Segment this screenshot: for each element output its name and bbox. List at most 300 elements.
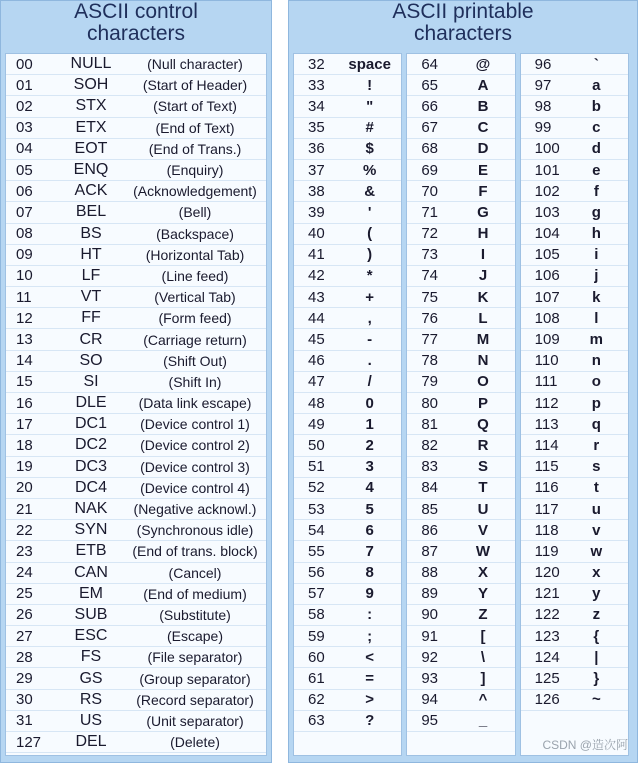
control-code: 22 <box>16 521 33 539</box>
printable-character: $ <box>365 140 374 158</box>
printable-character: _ <box>478 712 488 730</box>
printable-character: > <box>365 691 375 709</box>
printable-code: 95 <box>421 712 439 730</box>
printable-code: 81 <box>421 415 439 433</box>
printable-column <box>520 53 629 756</box>
table-row <box>6 690 266 711</box>
control-description: (Substitute) <box>159 606 231 623</box>
printable-character: L <box>478 309 488 327</box>
printable-code: 111 <box>534 373 558 391</box>
table-row <box>294 711 401 732</box>
printable-code: 36 <box>308 140 325 158</box>
table-row <box>521 647 628 668</box>
control-code: 09 <box>16 246 33 264</box>
table-row <box>521 308 628 329</box>
table-row <box>407 266 514 287</box>
table-row <box>294 605 401 626</box>
printable-code: 61 <box>308 670 325 688</box>
printable-character: B <box>477 97 489 115</box>
printable-character: Q <box>477 415 489 433</box>
printable-character: 0 <box>365 394 374 412</box>
printable-character: 7 <box>365 542 374 560</box>
printable-code: 110 <box>534 352 559 370</box>
printable-code: 119 <box>534 542 559 560</box>
control-abbreviation: HT <box>80 245 102 263</box>
printable-code: 102 <box>534 182 560 200</box>
table-row <box>6 75 266 96</box>
table-row <box>407 245 514 266</box>
table-row <box>407 584 514 605</box>
printable-code: 67 <box>421 119 439 137</box>
printable-code: 40 <box>308 225 325 243</box>
printable-code: 45 <box>308 331 325 349</box>
printable-character: ~ <box>591 691 601 709</box>
control-abbreviation: SI <box>83 372 99 390</box>
printable-code: 85 <box>421 500 439 518</box>
table-row <box>407 160 514 181</box>
control-description: (Backspace) <box>156 225 234 242</box>
table-row <box>407 118 514 139</box>
table-row <box>6 435 266 456</box>
printable-code: 83 <box>421 458 439 476</box>
control-description: (File separator) <box>147 649 243 666</box>
table-row <box>294 202 401 223</box>
control-description: (Vertical Tab) <box>154 289 236 306</box>
control-code: 28 <box>16 648 33 666</box>
control-abbreviation: ETB <box>75 542 107 560</box>
printable-character: y <box>592 585 601 603</box>
printable-code: 117 <box>534 500 559 518</box>
control-description: (Bell) <box>178 204 212 221</box>
printable-character: a <box>592 76 601 94</box>
printable-code: 63 <box>308 712 325 730</box>
control-description: (Data link escape) <box>138 395 252 412</box>
control-abbreviation: LF <box>81 266 101 284</box>
control-abbreviation: STX <box>75 97 107 115</box>
table-row <box>6 329 266 350</box>
printable-character: O <box>477 373 489 391</box>
control-code: 19 <box>16 458 33 476</box>
table-row <box>521 457 628 478</box>
table-row <box>521 54 628 75</box>
printable-character: ; <box>367 627 373 645</box>
table-row <box>294 647 401 668</box>
control-code: 07 <box>16 203 33 221</box>
printable-character: E <box>477 161 488 179</box>
printable-code: 42 <box>308 267 325 285</box>
printable-code: 121 <box>534 585 560 603</box>
printable-code: 51 <box>308 458 325 476</box>
printable-code: 34 <box>308 97 325 115</box>
printable-code: 77 <box>421 331 439 349</box>
control-description: (Group separator) <box>139 670 251 687</box>
printable-character: q <box>591 415 601 433</box>
printable-character: K <box>477 288 489 306</box>
printable-code: 53 <box>308 500 325 518</box>
table-row <box>294 287 401 308</box>
printable-code: 82 <box>421 436 439 454</box>
table-row <box>6 584 266 605</box>
table-row <box>407 181 514 202</box>
printable-character: 5 <box>365 500 374 518</box>
table-row <box>407 435 514 456</box>
table-row <box>521 435 628 456</box>
control-abbreviation: US <box>79 711 103 729</box>
printable-character: & <box>364 182 376 200</box>
table-row <box>521 563 628 584</box>
table-row <box>407 329 514 350</box>
printable-code: 113 <box>534 415 559 433</box>
table-row <box>294 457 401 478</box>
printable-character: < <box>365 648 375 666</box>
printable-code: 35 <box>308 119 325 137</box>
printable-code: 103 <box>534 203 560 221</box>
table-row <box>521 160 628 181</box>
printable-character: + <box>365 288 375 306</box>
printable-code: 114 <box>534 436 559 454</box>
control-abbreviation: BEL <box>75 203 107 221</box>
printable-character: P <box>477 394 488 412</box>
printable-characters-panel <box>288 0 638 763</box>
printable-character: N <box>477 352 489 370</box>
control-abbreviation: FF <box>81 309 101 327</box>
control-description: (End of Trans.) <box>148 140 242 157</box>
printable-character: , <box>367 309 372 327</box>
printable-code: 43 <box>308 288 325 306</box>
printable-character: S <box>477 458 488 476</box>
printable-code: 99 <box>534 119 552 137</box>
control-abbreviation: ETX <box>75 118 107 136</box>
table-row <box>521 266 628 287</box>
control-description: (Carriage return) <box>143 331 247 348</box>
printable-code: 92 <box>421 648 439 666</box>
control-abbreviation: EM <box>79 584 103 602</box>
printable-code: 57 <box>308 585 325 603</box>
table-row <box>407 308 514 329</box>
table-row <box>6 224 266 245</box>
table-row <box>294 54 401 75</box>
printable-code: 89 <box>421 585 439 603</box>
control-abbreviation: CAN <box>74 563 108 581</box>
printable-character: ? <box>365 712 375 730</box>
printable-code: 48 <box>308 394 325 412</box>
printable-code: 90 <box>421 606 439 624</box>
control-abbreviation: SYN <box>74 521 108 539</box>
printable-code: 80 <box>421 394 439 412</box>
table-row <box>521 202 628 223</box>
table-row <box>521 541 628 562</box>
table-row <box>294 435 401 456</box>
table-row <box>521 96 628 117</box>
table-row <box>521 478 628 499</box>
table-row <box>294 245 401 266</box>
printable-character: ` <box>593 55 599 73</box>
printable-character: s <box>592 458 601 476</box>
control-abbreviation: NULL <box>70 55 112 73</box>
control-abbreviation: DC1 <box>74 415 107 433</box>
control-description: (Acknowledgement) <box>133 183 257 200</box>
table-row <box>6 520 266 541</box>
control-abbreviation: VT <box>80 288 102 306</box>
table-row <box>6 181 266 202</box>
printable-code: 64 <box>421 55 439 73</box>
table-row <box>407 202 514 223</box>
control-abbreviation: DLE <box>75 394 107 412</box>
control-abbreviation: EOT <box>74 139 108 157</box>
printable-code: 98 <box>534 97 552 115</box>
table-row <box>6 96 266 117</box>
printable-character: C <box>477 119 489 137</box>
control-abbreviation: ENQ <box>73 161 109 179</box>
control-code: 127 <box>16 733 42 751</box>
table-row <box>294 372 401 393</box>
table-row <box>521 118 628 139</box>
table-row <box>6 393 266 414</box>
table-row <box>521 287 628 308</box>
printable-code: 33 <box>308 76 325 94</box>
printable-code: 126 <box>534 691 560 709</box>
printable-code: 55 <box>308 542 325 560</box>
printable-code: 123 <box>534 627 560 645</box>
control-code: 30 <box>16 691 33 709</box>
printable-character: 2 <box>365 436 374 454</box>
printable-character: c <box>592 119 601 137</box>
printable-character: = <box>365 670 375 688</box>
printable-character: V <box>477 521 488 539</box>
printable-code: 47 <box>308 373 325 391</box>
control-abbreviation: DC2 <box>74 436 107 454</box>
table-row <box>521 414 628 435</box>
control-code: 25 <box>16 585 33 603</box>
printable-character: Z <box>478 606 488 624</box>
control-characters-panel <box>0 0 272 763</box>
table-row <box>294 584 401 605</box>
table-row <box>407 711 514 732</box>
control-description: (Start of Text) <box>153 98 237 115</box>
control-characters-table <box>5 53 267 756</box>
printable-character: m <box>589 331 603 349</box>
control-abbreviation: ESC <box>74 627 108 645</box>
printable-character: @ <box>475 55 491 73</box>
printable-code: 115 <box>534 458 559 476</box>
printable-code: 108 <box>534 309 560 327</box>
table-row <box>407 520 514 541</box>
printable-code: 54 <box>308 521 325 539</box>
control-description: (Delete) <box>170 734 220 751</box>
printable-character: 6 <box>365 521 374 539</box>
printable-character: * <box>366 267 373 285</box>
printable-character: 4 <box>365 479 374 497</box>
printable-character: # <box>365 119 374 137</box>
table-row <box>521 245 628 266</box>
printable-character: 9 <box>365 585 374 603</box>
table-row <box>407 393 514 414</box>
printable-code: 37 <box>308 161 325 179</box>
table-row <box>521 626 628 647</box>
printable-character: G <box>477 203 489 221</box>
printable-code: 56 <box>308 564 325 582</box>
printable-code: 50 <box>308 436 325 454</box>
printable-character: " <box>366 97 374 115</box>
table-row <box>407 54 514 75</box>
printable-character: v <box>592 521 601 539</box>
printable-character: . <box>367 352 372 370</box>
printable-character: 1 <box>365 415 374 433</box>
table-row <box>407 690 514 711</box>
table-row <box>6 711 266 732</box>
table-row <box>407 224 514 245</box>
control-description: (Form feed) <box>158 310 232 327</box>
control-abbreviation: NAK <box>74 500 108 518</box>
control-description: (End of trans. block) <box>132 543 258 560</box>
table-row <box>6 160 266 181</box>
printable-code: 69 <box>421 161 439 179</box>
table-row <box>521 605 628 626</box>
printable-character: { <box>593 627 600 645</box>
printable-character: Y <box>477 585 488 603</box>
printable-code: 93 <box>421 670 439 688</box>
printable-character: T <box>478 479 488 497</box>
printable-code: 74 <box>421 267 439 285</box>
table-row <box>521 139 628 160</box>
control-description: (Shift Out) <box>163 352 227 369</box>
table-row <box>294 563 401 584</box>
control-code: 08 <box>16 225 33 243</box>
table-row <box>6 668 266 689</box>
table-row <box>407 75 514 96</box>
table-row <box>294 668 401 689</box>
printable-character: } <box>593 670 600 688</box>
control-code: 12 <box>16 309 33 327</box>
table-row <box>294 520 401 541</box>
control-title-line2: characters <box>86 22 186 45</box>
control-code: 24 <box>16 564 33 582</box>
control-code: 11 <box>16 288 32 306</box>
table-row <box>6 626 266 647</box>
control-abbreviation: ACK <box>74 182 108 200</box>
control-description: (Device control 2) <box>140 437 250 454</box>
control-code: 06 <box>16 182 33 200</box>
control-code: 29 <box>16 670 33 688</box>
printable-code: 73 <box>421 246 439 264</box>
printable-character: b <box>591 97 601 115</box>
table-row <box>407 478 514 499</box>
table-row <box>294 266 401 287</box>
control-code: 03 <box>16 119 33 137</box>
control-abbreviation: SUB <box>74 605 108 623</box>
printable-character: / <box>367 373 372 391</box>
printable-code: 39 <box>308 203 325 221</box>
table-row <box>6 732 266 753</box>
table-row <box>6 457 266 478</box>
control-code: 21 <box>16 500 33 518</box>
table-row <box>521 584 628 605</box>
table-row <box>6 308 266 329</box>
table-row <box>294 118 401 139</box>
table-row <box>6 605 266 626</box>
printable-code: 46 <box>308 352 325 370</box>
printable-character: t <box>593 479 599 497</box>
table-row <box>6 139 266 160</box>
printable-code: 72 <box>421 225 439 243</box>
printable-character: D <box>477 140 489 158</box>
control-abbreviation: DC3 <box>74 457 107 475</box>
printable-character: w <box>590 542 603 560</box>
table-row <box>6 563 266 584</box>
control-code: 05 <box>16 161 33 179</box>
control-code: 26 <box>16 606 33 624</box>
printable-character: X <box>477 564 488 582</box>
printable-column <box>293 53 402 756</box>
control-description: (Record separator) <box>136 691 254 708</box>
control-description: (Unit separator) <box>146 712 244 729</box>
table-row <box>294 499 401 520</box>
table-row <box>521 75 628 96</box>
printable-code: 84 <box>421 479 439 497</box>
control-code: 02 <box>16 97 33 115</box>
table-row <box>407 626 514 647</box>
control-description: (Negative acknowl.) <box>133 501 257 518</box>
printable-character: R <box>477 436 489 454</box>
control-abbreviation: FS <box>80 648 102 666</box>
table-row <box>521 351 628 372</box>
printable-character: f <box>593 182 599 200</box>
control-description: (Start of Header) <box>142 77 248 94</box>
printable-code: 88 <box>421 564 439 582</box>
printable-code: 124 <box>534 648 560 666</box>
table-row <box>521 520 628 541</box>
printable-character: M <box>476 331 490 349</box>
printable-character: i <box>594 246 599 264</box>
table-row <box>6 351 266 372</box>
table-row <box>407 287 514 308</box>
printable-character: | <box>594 648 599 666</box>
control-code: 10 <box>16 267 33 285</box>
printable-code: 125 <box>534 670 560 688</box>
table-row <box>294 541 401 562</box>
control-description: (Null character) <box>147 56 243 73</box>
printable-code: 58 <box>308 606 325 624</box>
control-code: 04 <box>16 140 33 158</box>
table-row <box>407 541 514 562</box>
table-row <box>521 668 628 689</box>
control-code: 00 <box>16 55 33 73</box>
control-characters-title <box>1 1 271 49</box>
table-row <box>407 668 514 689</box>
table-row <box>6 287 266 308</box>
control-description: (Device control 3) <box>140 458 250 475</box>
table-row <box>294 393 401 414</box>
control-description: (Line feed) <box>161 267 229 284</box>
printable-code: 52 <box>308 479 325 497</box>
printable-character: ) <box>367 246 373 264</box>
printable-character: d <box>591 140 601 158</box>
control-abbreviation: GS <box>79 669 103 687</box>
table-row <box>6 647 266 668</box>
table-row <box>6 202 266 223</box>
table-row <box>521 393 628 414</box>
printable-character: U <box>477 500 489 518</box>
control-code: 31 <box>16 712 33 730</box>
printable-code: 60 <box>308 648 325 666</box>
printable-characters-table <box>293 53 633 756</box>
printable-column <box>406 53 515 756</box>
printable-title-line1: ASCII printable <box>392 0 534 23</box>
control-description: (Device control 4) <box>140 479 250 496</box>
table-row <box>407 139 514 160</box>
printable-character: - <box>367 331 373 349</box>
control-code: 16 <box>16 394 33 412</box>
